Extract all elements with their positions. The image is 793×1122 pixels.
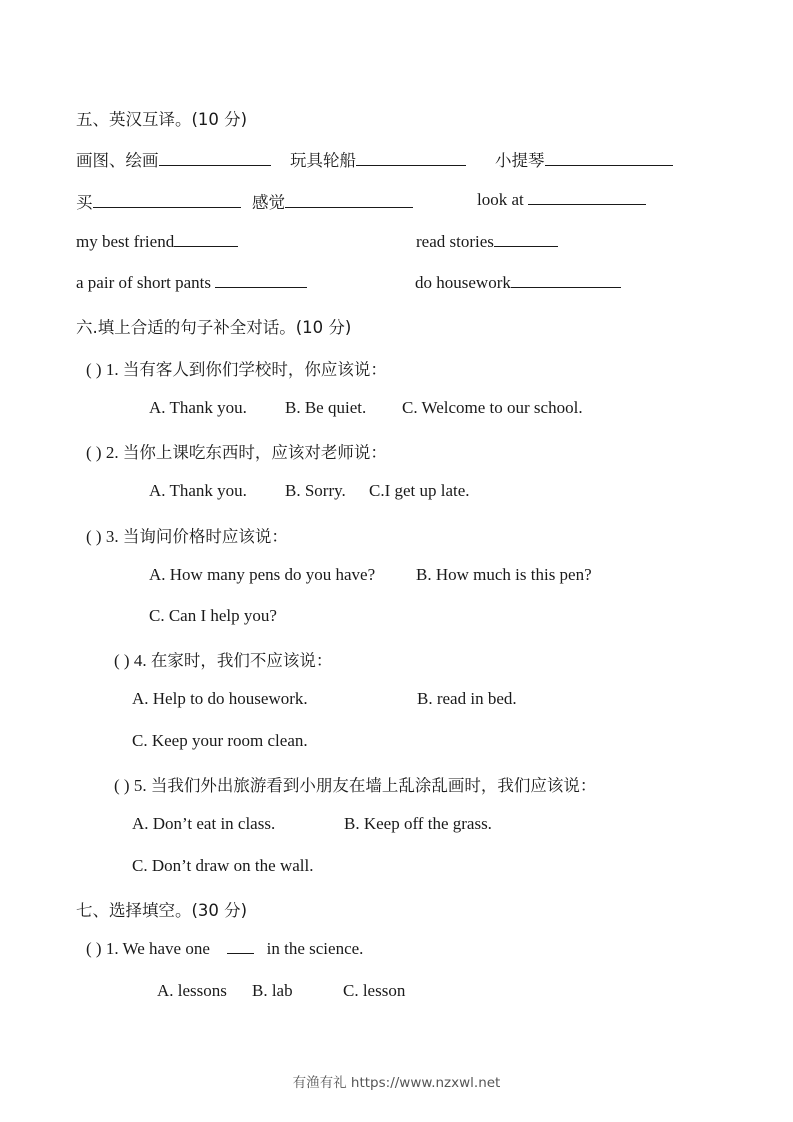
- translation-item: [290, 147, 466, 171]
- option-c: C. Welcome to our school.: [402, 398, 583, 417]
- answer-blank[interactable]: [528, 189, 646, 205]
- prompt: 感觉: [252, 193, 285, 212]
- answer-blank[interactable]: [215, 272, 307, 288]
- question-stem: 当我们外出旅游看到小朋友在墙上乱涂乱画时，我们应该说：: [150, 776, 597, 795]
- question-number: 4.: [133, 651, 147, 670]
- section7-title: 七、选择填空。(30 分): [76, 901, 248, 920]
- question-number: 2.: [105, 443, 119, 462]
- option-a: A. Don’t eat in class.: [132, 814, 276, 833]
- option-a: A. Thank you.: [149, 481, 247, 500]
- option-c: C.I get up late.: [369, 481, 470, 500]
- answer-blank[interactable]: [285, 192, 413, 208]
- translation-item: [76, 231, 238, 252]
- option-b: B. Sorry.: [285, 481, 346, 500]
- question-stem: 当有客人到你们学校时，你应该说：: [122, 360, 387, 379]
- translation-item: [477, 189, 646, 210]
- prompt: do housework: [415, 273, 511, 292]
- translation-item: [416, 231, 558, 252]
- translation-item: [76, 272, 307, 293]
- prompt: a pair of short pants: [76, 273, 212, 292]
- answer-blank[interactable]: [511, 272, 621, 288]
- option-a: A. Help to do housework.: [132, 689, 308, 708]
- question-1: [86, 356, 387, 380]
- prompt: my best friend: [76, 232, 175, 251]
- option-a: A. How many pens do you have?: [149, 565, 376, 584]
- translation-item: [76, 189, 241, 213]
- option-a: A. lessons: [157, 981, 227, 1000]
- prompt: 画图、绘画: [76, 151, 159, 170]
- option-b: B. Be quiet.: [285, 398, 367, 417]
- prompt: look at: [477, 190, 524, 209]
- answer-blank[interactable]: [174, 231, 238, 247]
- question-stem: 在家时，我们不应该说：: [150, 651, 333, 670]
- answer-blank[interactable]: [159, 150, 271, 166]
- option-b: B. lab: [252, 981, 293, 1000]
- stem-after: in the science.: [266, 939, 364, 958]
- question-stem: 当你上课吃东西时，应该对老师说：: [122, 443, 387, 462]
- option-c: C. lesson: [343, 981, 406, 1000]
- translation-item: [415, 272, 621, 293]
- option-c: C. Don’t draw on the wall.: [132, 856, 314, 875]
- fill-blank[interactable]: [227, 938, 254, 954]
- watermark: 有渔有礼 https://www.nzxwl.net: [292, 1075, 501, 1091]
- answer-paren[interactable]: ( ): [114, 651, 130, 670]
- answer-paren[interactable]: ( ): [86, 939, 102, 958]
- choice-question-1: [86, 938, 363, 959]
- question-number: 1.: [105, 939, 119, 958]
- answer-paren[interactable]: ( ): [86, 443, 102, 462]
- answer-blank[interactable]: [494, 231, 558, 247]
- option-b: B. Keep off the grass.: [344, 814, 492, 833]
- question-5: [114, 772, 596, 796]
- question-3: [86, 523, 288, 547]
- option-c: C. Can I help you?: [149, 606, 277, 625]
- translation-item: [76, 147, 271, 171]
- prompt: 买: [76, 193, 93, 212]
- prompt: read stories: [416, 232, 494, 251]
- translation-item: [495, 147, 673, 171]
- option-b: B. read in bed.: [417, 689, 517, 708]
- question-2: [86, 439, 387, 463]
- section5-title: 五、英汉互译。(10 分): [76, 110, 248, 129]
- option-b: B. How much is this pen?: [416, 565, 592, 584]
- question-number: 3.: [105, 527, 119, 546]
- answer-blank[interactable]: [93, 192, 241, 208]
- option-c: C. Keep your room clean.: [132, 731, 308, 750]
- answer-blank[interactable]: [356, 150, 466, 166]
- answer-blank[interactable]: [545, 150, 673, 166]
- answer-paren[interactable]: ( ): [86, 527, 102, 546]
- question-number: 5.: [133, 776, 147, 795]
- section6-title: 六.填上合适的句子补全对话。(10 分): [76, 318, 352, 337]
- question-4: [114, 647, 332, 671]
- prompt: 小提琴: [495, 151, 545, 170]
- answer-paren[interactable]: ( ): [86, 360, 102, 379]
- question-stem: 当询问价格时应该说：: [122, 527, 288, 546]
- question-number: 1.: [105, 360, 119, 379]
- stem-before: We have one: [122, 939, 210, 958]
- option-a: A. Thank you.: [149, 398, 247, 417]
- translation-item: [252, 189, 413, 213]
- prompt: 玩具轮船: [290, 151, 356, 170]
- answer-paren[interactable]: ( ): [114, 776, 130, 795]
